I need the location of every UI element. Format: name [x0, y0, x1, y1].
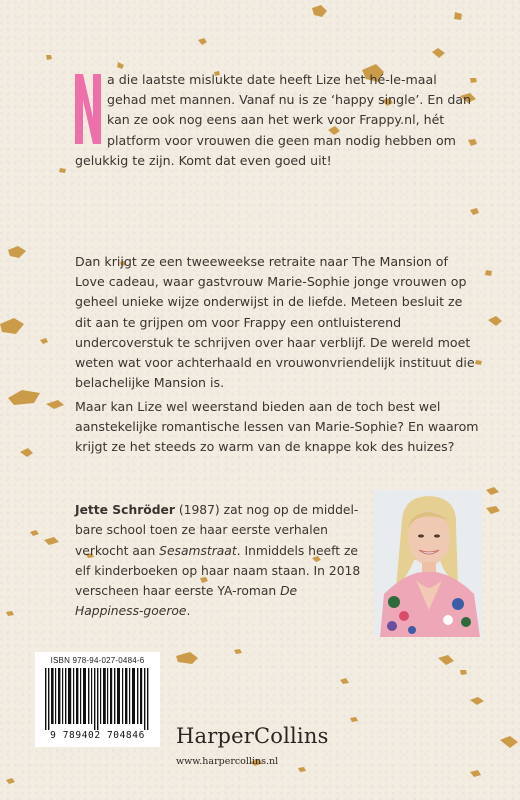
barcode — [43, 668, 153, 730]
book-title: De Happiness-goeroe — [75, 584, 298, 619]
blurb-paragraph-3: Maar kan Lize wel weerstand bieden aan de toch best wel aanstekelijke romantische lessen van Marie-Sophie? En waarom krijgt ze het steeds zo warm van de knappe kok des huizes? — [75, 399, 479, 455]
show-title: Sesamstraat — [159, 543, 237, 558]
drop-cap-n — [75, 74, 101, 144]
barcode-digits: 9 789402 704846 — [50, 730, 145, 741]
svg-text:N: N — [87, 114, 89, 115]
blurb-text-1: a die laatste mislukte date heeft Lize het hé-le-maal gehad met mannen. Vanaf nu is ze ‘happy single’. En dan kan ze ook nog eens aan het werk voor Frappy.nl, hét platform voor vrouwen die geen man nodig hebben om gelukkig te zijn. Komt dat even goed uit! — [75, 72, 472, 168]
blurb-paragraph-2: Dan krijgt ze een tweeweekse retraite naar The Mansion of Love cadeau, waar gastvrouw Marie-Sophie jonge vrouwen op geheel unieke wijze onderwijst in de liefde. Meteen besluit ze dit aan te grijpen om voor Frappy een ontluisterend undercoverstuk te schrijven over haar verblijf. De wereld moet weten wat voor achterhaald en vrouwonvriendelijk instituut die belachelijke Mansion is. — [75, 254, 475, 391]
isbn-label: ISBN 978-94-027-0484-6 — [50, 656, 145, 665]
barcode-box — [35, 652, 160, 747]
blurb-paragraph-1 — [75, 70, 475, 171]
author-bio: Jette Schröder (1987) zat nog op de middel-bare school toen ze haar eerste verhalen verkocht aan Sesamstraat. Inmiddels heeft ze elf kinderboeken op haar naam staan. In 2018 verscheen haar eerste YA-roman De Happiness-goeroe. — [75, 503, 361, 619]
author-photo — [374, 490, 482, 637]
author-name: Jette Schröder — [75, 503, 175, 517]
publisher-url: www.harpercollins.nl — [176, 756, 279, 767]
publisher-logo: HarperCollins — [176, 724, 329, 748]
